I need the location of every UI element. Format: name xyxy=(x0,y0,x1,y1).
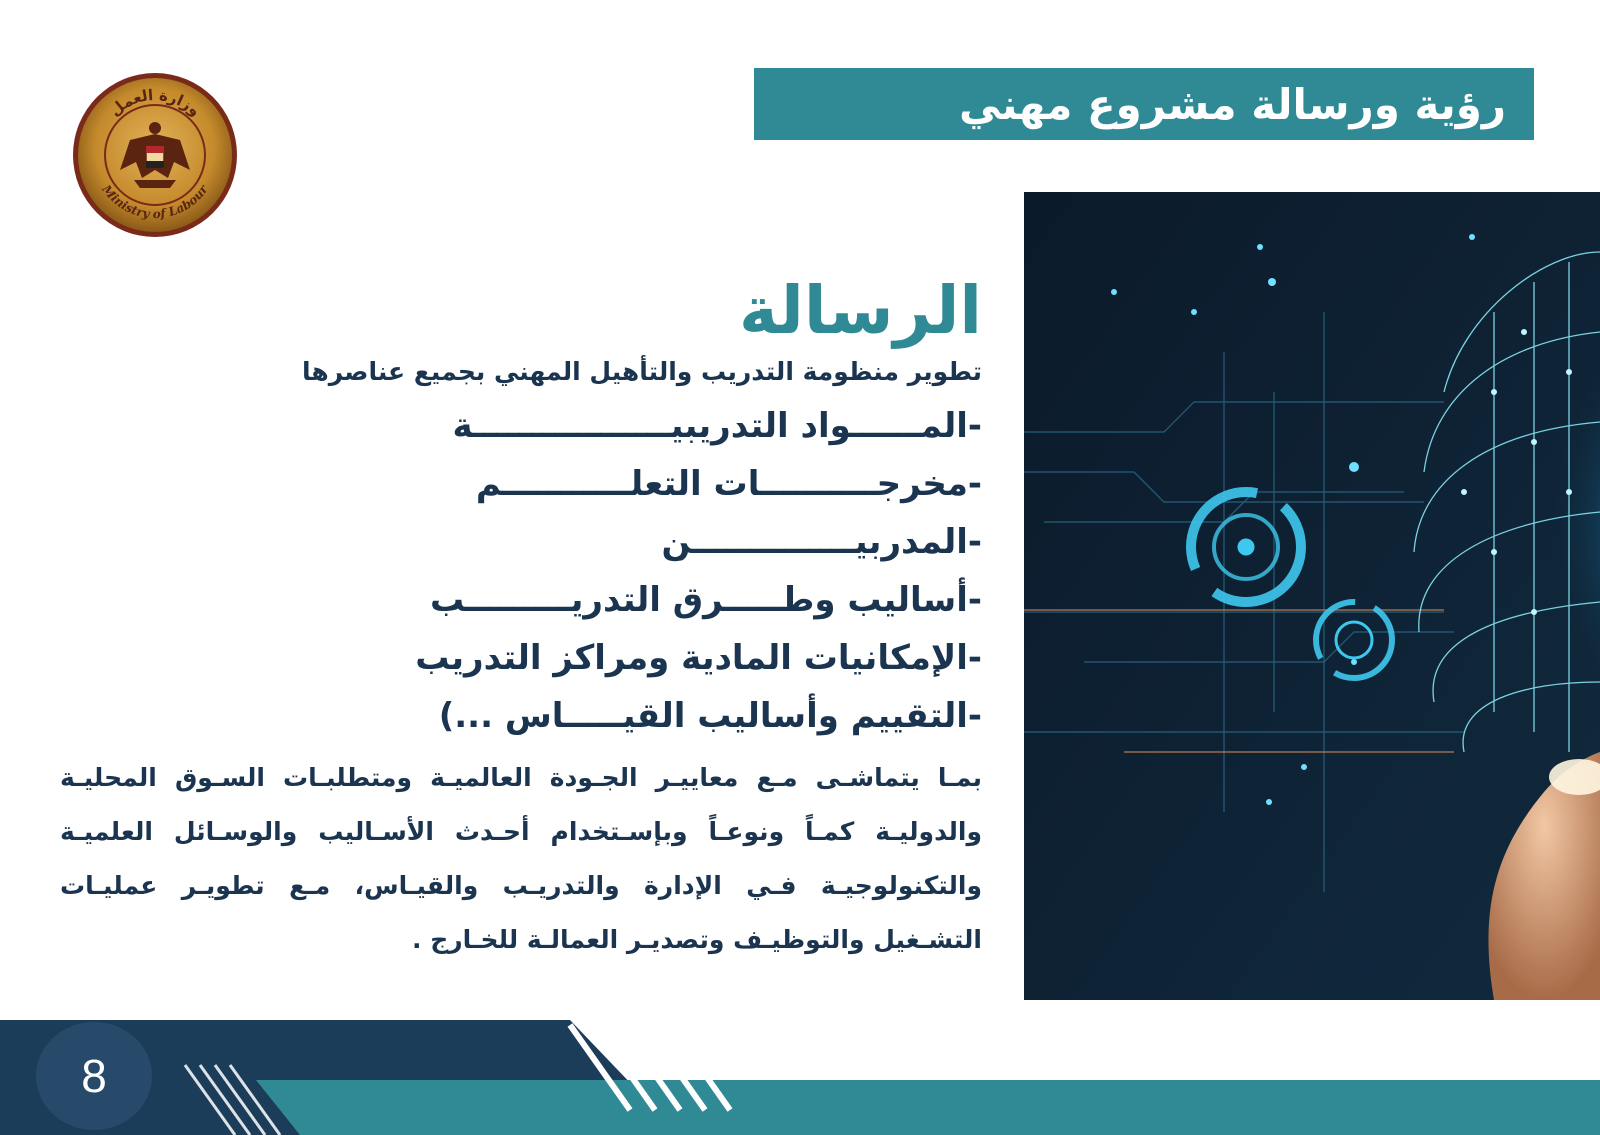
ai-brain-illustration xyxy=(1024,192,1600,1000)
section-intro: تطوير منظومة التدريب والتأهيل المهني بجميع عناصرها xyxy=(302,357,982,386)
header-title-bar xyxy=(754,68,1534,140)
bullet-item: -مخرجــــــــــات التعلـــــــــــم xyxy=(475,464,982,504)
section-heading: الرسالة xyxy=(739,272,982,349)
bullet-item: -المــــــواد التدريبيـــــــــــــــــة xyxy=(452,406,982,446)
page-title: رؤية ورسالة مشروع مهني xyxy=(958,79,1506,129)
footer-decoration xyxy=(0,1020,1600,1135)
bullet-item: -الإمكانيات المادية ومراكز التدريب xyxy=(415,638,982,678)
ministry-seal-logo xyxy=(70,70,240,240)
bullet-item: -أساليب وطـــــرق التدريـــــــــب xyxy=(430,580,982,620)
page-number: 8 xyxy=(36,1022,152,1130)
section-body: بمـا يتماشـى مـع معاييـر الجـودة العالميـة ومتطلبـات السـوق المحليـة والدوليـة كمـاً ونوعـاً وبإسـتخدام أحـدث الأسـاليب والوسـائل العلميـة والتكنولوجيـة فـي الإدارة والتدريـب والقيـاس، مـع تطويـر عمليـات التشـغيل والتوظيـف وتصديـر العمالـة للخـارج . xyxy=(60,763,982,954)
bullet-item: -التقييم وأساليب القيـــــاس ...) xyxy=(438,696,982,736)
seal-english-text: Ministry of Labour xyxy=(99,182,211,222)
seal-arabic-text: وزارة العمل xyxy=(106,85,205,120)
bullet-list xyxy=(60,397,982,745)
bullet-item: -المدربيــــــــــــــن xyxy=(661,522,982,562)
mission-section xyxy=(60,272,982,967)
